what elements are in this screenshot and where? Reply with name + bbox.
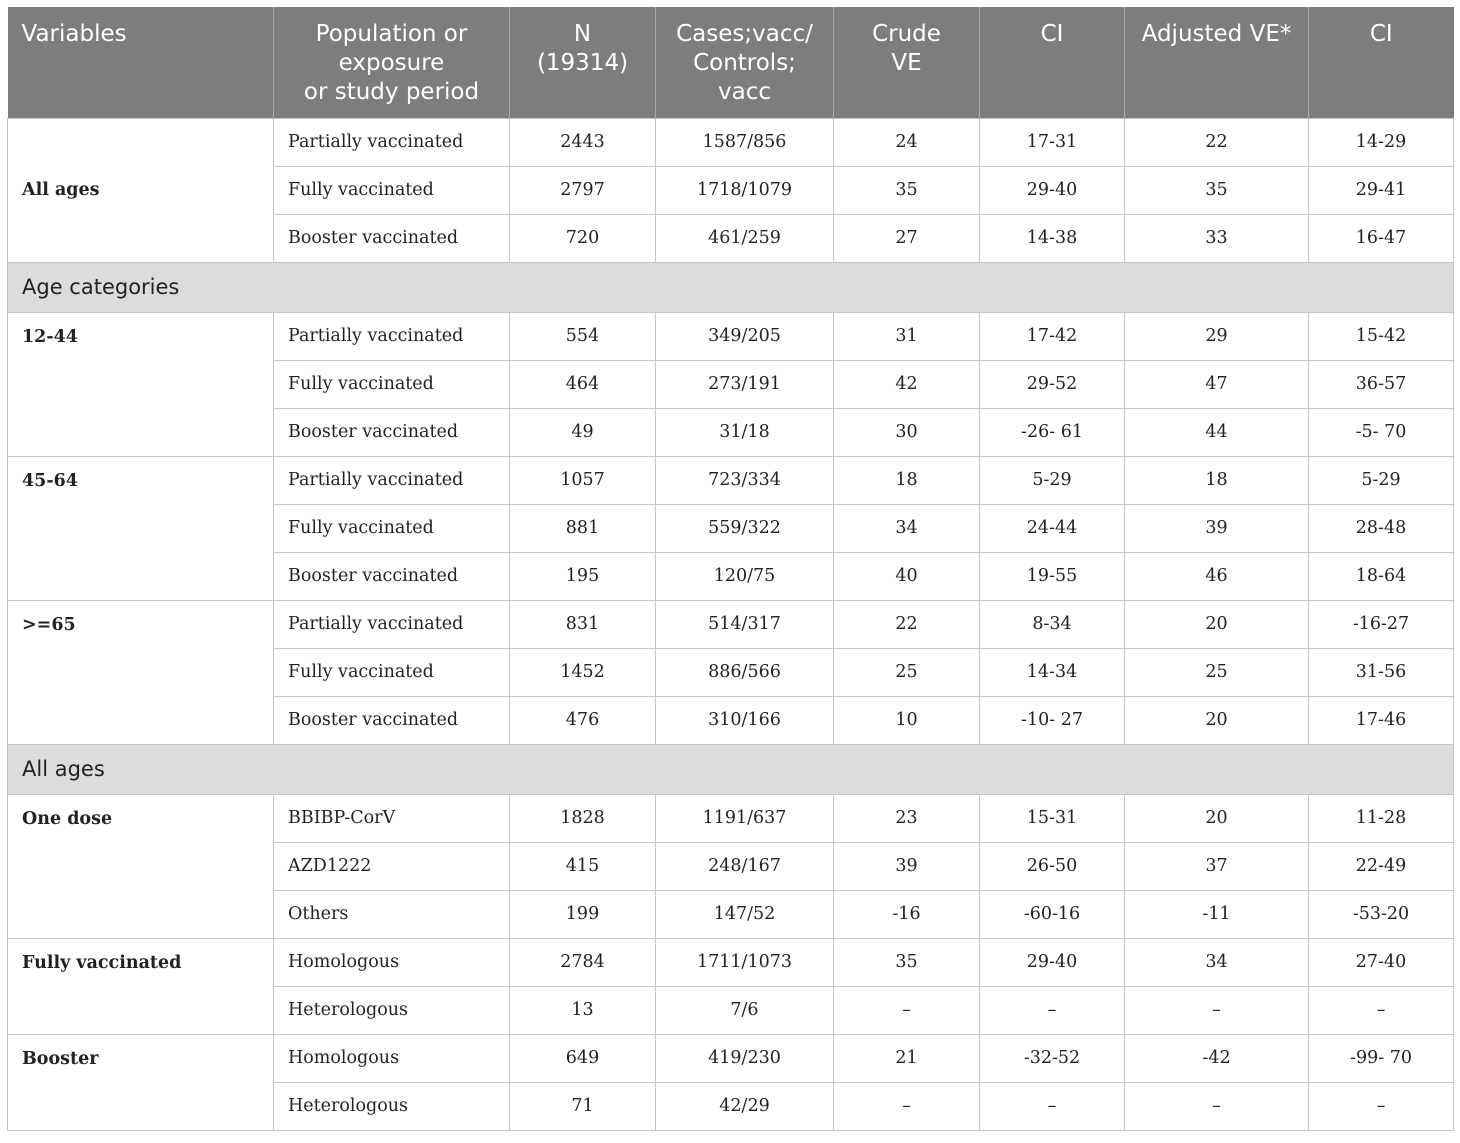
n-cell: 2443 bbox=[510, 118, 656, 166]
cases-controls-cell: 1191/637 bbox=[656, 794, 834, 842]
crude-ve-cell: 25 bbox=[834, 648, 980, 696]
population-cell: Fully vaccinated bbox=[274, 360, 510, 408]
section-label: Age categories bbox=[8, 262, 1454, 312]
n-cell: 1828 bbox=[510, 794, 656, 842]
variable-label: Booster bbox=[8, 1034, 274, 1130]
n-cell: 464 bbox=[510, 360, 656, 408]
cases-controls-cell: 886/566 bbox=[656, 648, 834, 696]
crude-ve-cell: 35 bbox=[834, 938, 980, 986]
n-cell: 2784 bbox=[510, 938, 656, 986]
crude-ve-cell: 40 bbox=[834, 552, 980, 600]
cases-controls-cell: 147/52 bbox=[656, 890, 834, 938]
population-cell: Others bbox=[274, 890, 510, 938]
adjusted-ve-cell: 25 bbox=[1125, 648, 1309, 696]
adjusted-ci-cell: -99- 70 bbox=[1309, 1034, 1454, 1082]
adjusted-ve-cell: 37 bbox=[1125, 842, 1309, 890]
crude-ci-cell: – bbox=[980, 1082, 1125, 1130]
population-cell: Fully vaccinated bbox=[274, 648, 510, 696]
cases-controls-cell: 248/167 bbox=[656, 842, 834, 890]
variable-label: >=65 bbox=[8, 600, 274, 744]
table-row bbox=[8, 312, 1454, 360]
n-cell: 554 bbox=[510, 312, 656, 360]
adjusted-ci-cell: 31-56 bbox=[1309, 648, 1454, 696]
table-row bbox=[8, 938, 1454, 986]
crude-ci-cell: -60-16 bbox=[980, 890, 1125, 938]
adjusted-ci-cell: 27-40 bbox=[1309, 938, 1454, 986]
population-cell: Fully vaccinated bbox=[274, 504, 510, 552]
adjusted-ci-cell: 28-48 bbox=[1309, 504, 1454, 552]
table-header bbox=[8, 7, 1454, 118]
cases-controls-cell: 310/166 bbox=[656, 696, 834, 744]
adjusted-ve-cell: 34 bbox=[1125, 938, 1309, 986]
table-row bbox=[8, 1034, 1454, 1082]
crude-ci-cell: -10- 27 bbox=[980, 696, 1125, 744]
crude-ci-cell: 29-40 bbox=[980, 166, 1125, 214]
population-cell: Booster vaccinated bbox=[274, 696, 510, 744]
adjusted-ve-cell: 46 bbox=[1125, 552, 1309, 600]
crude-ve-cell: 31 bbox=[834, 312, 980, 360]
n-cell: 2797 bbox=[510, 166, 656, 214]
cases-controls-cell: 514/317 bbox=[656, 600, 834, 648]
table-row bbox=[8, 600, 1454, 648]
n-cell: 13 bbox=[510, 986, 656, 1034]
crude-ci-cell: 26-50 bbox=[980, 842, 1125, 890]
crude-ci-cell: 29-40 bbox=[980, 938, 1125, 986]
crude-ci-cell: 29-52 bbox=[980, 360, 1125, 408]
population-cell: BBIBP-CorV bbox=[274, 794, 510, 842]
adjusted-ci-cell: 15-42 bbox=[1309, 312, 1454, 360]
crude-ve-cell: 24 bbox=[834, 118, 980, 166]
adjusted-ci-cell: 36-57 bbox=[1309, 360, 1454, 408]
population-cell: Booster vaccinated bbox=[274, 408, 510, 456]
n-cell: 831 bbox=[510, 600, 656, 648]
crude-ve-cell: 21 bbox=[834, 1034, 980, 1082]
crude-ve-cell: -16 bbox=[834, 890, 980, 938]
variable-label: Fully vaccinated bbox=[8, 938, 274, 1034]
section-label: All ages bbox=[8, 744, 1454, 794]
cases-controls-cell: 42/29 bbox=[656, 1082, 834, 1130]
crude-ci-cell: 19-55 bbox=[980, 552, 1125, 600]
crude-ci-cell: -32-52 bbox=[980, 1034, 1125, 1082]
header-crude-ci: CI bbox=[980, 7, 1125, 118]
population-cell: Partially vaccinated bbox=[274, 312, 510, 360]
n-cell: 649 bbox=[510, 1034, 656, 1082]
population-cell: Heterologous bbox=[274, 986, 510, 1034]
adjusted-ci-cell: 5-29 bbox=[1309, 456, 1454, 504]
cases-controls-cell: 1587/856 bbox=[656, 118, 834, 166]
population-cell: AZD1222 bbox=[274, 842, 510, 890]
cases-controls-cell: 349/205 bbox=[656, 312, 834, 360]
adjusted-ve-cell: 20 bbox=[1125, 696, 1309, 744]
adjusted-ve-cell: 20 bbox=[1125, 794, 1309, 842]
crude-ve-cell: 10 bbox=[834, 696, 980, 744]
adjusted-ve-cell: 47 bbox=[1125, 360, 1309, 408]
crude-ve-cell: 23 bbox=[834, 794, 980, 842]
table-row bbox=[8, 118, 1454, 166]
adjusted-ci-cell: -16-27 bbox=[1309, 600, 1454, 648]
crude-ci-cell: 14-34 bbox=[980, 648, 1125, 696]
crude-ci-cell: – bbox=[980, 986, 1125, 1034]
crude-ve-cell: 22 bbox=[834, 600, 980, 648]
adjusted-ve-cell: 35 bbox=[1125, 166, 1309, 214]
cases-controls-cell: 419/230 bbox=[656, 1034, 834, 1082]
adjusted-ve-cell: 29 bbox=[1125, 312, 1309, 360]
crude-ci-cell: 8-34 bbox=[980, 600, 1125, 648]
table-row bbox=[8, 456, 1454, 504]
adjusted-ci-cell: 14-29 bbox=[1309, 118, 1454, 166]
adjusted-ci-cell: – bbox=[1309, 986, 1454, 1034]
adjusted-ve-cell: 22 bbox=[1125, 118, 1309, 166]
vaccine-effectiveness-table bbox=[7, 7, 1454, 1131]
population-cell: Partially vaccinated bbox=[274, 456, 510, 504]
population-cell: Partially vaccinated bbox=[274, 118, 510, 166]
crude-ve-cell: – bbox=[834, 986, 980, 1034]
cases-controls-cell: 461/259 bbox=[656, 214, 834, 262]
crude-ve-cell: – bbox=[834, 1082, 980, 1130]
header-variables: Variables bbox=[8, 7, 274, 118]
header-population: Population or exposure or study period bbox=[274, 7, 510, 118]
header-adjusted-ve: Adjusted VE* bbox=[1125, 7, 1309, 118]
population-cell: Booster vaccinated bbox=[274, 214, 510, 262]
population-cell: Fully vaccinated bbox=[274, 166, 510, 214]
variable-label: All ages bbox=[8, 118, 274, 262]
adjusted-ve-cell: -11 bbox=[1125, 890, 1309, 938]
header-cases-controls: Cases;vacc/ Controls; vacc bbox=[656, 7, 834, 118]
table-body bbox=[8, 118, 1454, 1130]
adjusted-ve-cell: 39 bbox=[1125, 504, 1309, 552]
cases-controls-cell: 1711/1073 bbox=[656, 938, 834, 986]
crude-ve-cell: 42 bbox=[834, 360, 980, 408]
crude-ci-cell: 17-42 bbox=[980, 312, 1125, 360]
adjusted-ci-cell: 17-46 bbox=[1309, 696, 1454, 744]
n-cell: 199 bbox=[510, 890, 656, 938]
adjusted-ve-cell: 18 bbox=[1125, 456, 1309, 504]
n-cell: 476 bbox=[510, 696, 656, 744]
n-cell: 195 bbox=[510, 552, 656, 600]
cases-controls-cell: 31/18 bbox=[656, 408, 834, 456]
adjusted-ci-cell: 18-64 bbox=[1309, 552, 1454, 600]
adjusted-ve-cell: 20 bbox=[1125, 600, 1309, 648]
n-cell: 1057 bbox=[510, 456, 656, 504]
crude-ve-cell: 34 bbox=[834, 504, 980, 552]
table-row bbox=[8, 794, 1454, 842]
variable-label: 45-64 bbox=[8, 456, 274, 600]
crude-ve-cell: 27 bbox=[834, 214, 980, 262]
population-cell: Heterologous bbox=[274, 1082, 510, 1130]
header-crude-ve: Crude VE bbox=[834, 7, 980, 118]
adjusted-ve-cell: -42 bbox=[1125, 1034, 1309, 1082]
population-cell: Homologous bbox=[274, 938, 510, 986]
adjusted-ci-cell: 11-28 bbox=[1309, 794, 1454, 842]
adjusted-ci-cell: – bbox=[1309, 1082, 1454, 1130]
n-cell: 49 bbox=[510, 408, 656, 456]
adjusted-ci-cell: 29-41 bbox=[1309, 166, 1454, 214]
crude-ve-cell: 39 bbox=[834, 842, 980, 890]
n-cell: 881 bbox=[510, 504, 656, 552]
crude-ci-cell: 14-38 bbox=[980, 214, 1125, 262]
section-row bbox=[8, 744, 1454, 794]
header-adjusted-ci: CI bbox=[1309, 7, 1454, 118]
adjusted-ci-cell: -5- 70 bbox=[1309, 408, 1454, 456]
population-cell: Homologous bbox=[274, 1034, 510, 1082]
crude-ve-cell: 35 bbox=[834, 166, 980, 214]
crude-ci-cell: 15-31 bbox=[980, 794, 1125, 842]
adjusted-ve-cell: – bbox=[1125, 1082, 1309, 1130]
crude-ci-cell: 24-44 bbox=[980, 504, 1125, 552]
cases-controls-cell: 120/75 bbox=[656, 552, 834, 600]
adjusted-ve-cell: 33 bbox=[1125, 214, 1309, 262]
variable-label: 12-44 bbox=[8, 312, 274, 456]
crude-ci-cell: 17-31 bbox=[980, 118, 1125, 166]
crude-ci-cell: -26- 61 bbox=[980, 408, 1125, 456]
cases-controls-cell: 1718/1079 bbox=[656, 166, 834, 214]
population-cell: Partially vaccinated bbox=[274, 600, 510, 648]
n-cell: 415 bbox=[510, 842, 656, 890]
cases-controls-cell: 723/334 bbox=[656, 456, 834, 504]
n-cell: 720 bbox=[510, 214, 656, 262]
adjusted-ve-cell: 44 bbox=[1125, 408, 1309, 456]
crude-ve-cell: 30 bbox=[834, 408, 980, 456]
crude-ve-cell: 18 bbox=[834, 456, 980, 504]
header-row bbox=[8, 7, 1454, 118]
header-n: N (19314) bbox=[510, 7, 656, 118]
variable-label: One dose bbox=[8, 794, 274, 938]
n-cell: 71 bbox=[510, 1082, 656, 1130]
adjusted-ci-cell: 22-49 bbox=[1309, 842, 1454, 890]
cases-controls-cell: 559/322 bbox=[656, 504, 834, 552]
cases-controls-cell: 7/6 bbox=[656, 986, 834, 1034]
n-cell: 1452 bbox=[510, 648, 656, 696]
population-cell: Booster vaccinated bbox=[274, 552, 510, 600]
section-row bbox=[8, 262, 1454, 312]
crude-ci-cell: 5-29 bbox=[980, 456, 1125, 504]
adjusted-ve-cell: – bbox=[1125, 986, 1309, 1034]
adjusted-ci-cell: 16-47 bbox=[1309, 214, 1454, 262]
cases-controls-cell: 273/191 bbox=[656, 360, 834, 408]
adjusted-ci-cell: -53-20 bbox=[1309, 890, 1454, 938]
